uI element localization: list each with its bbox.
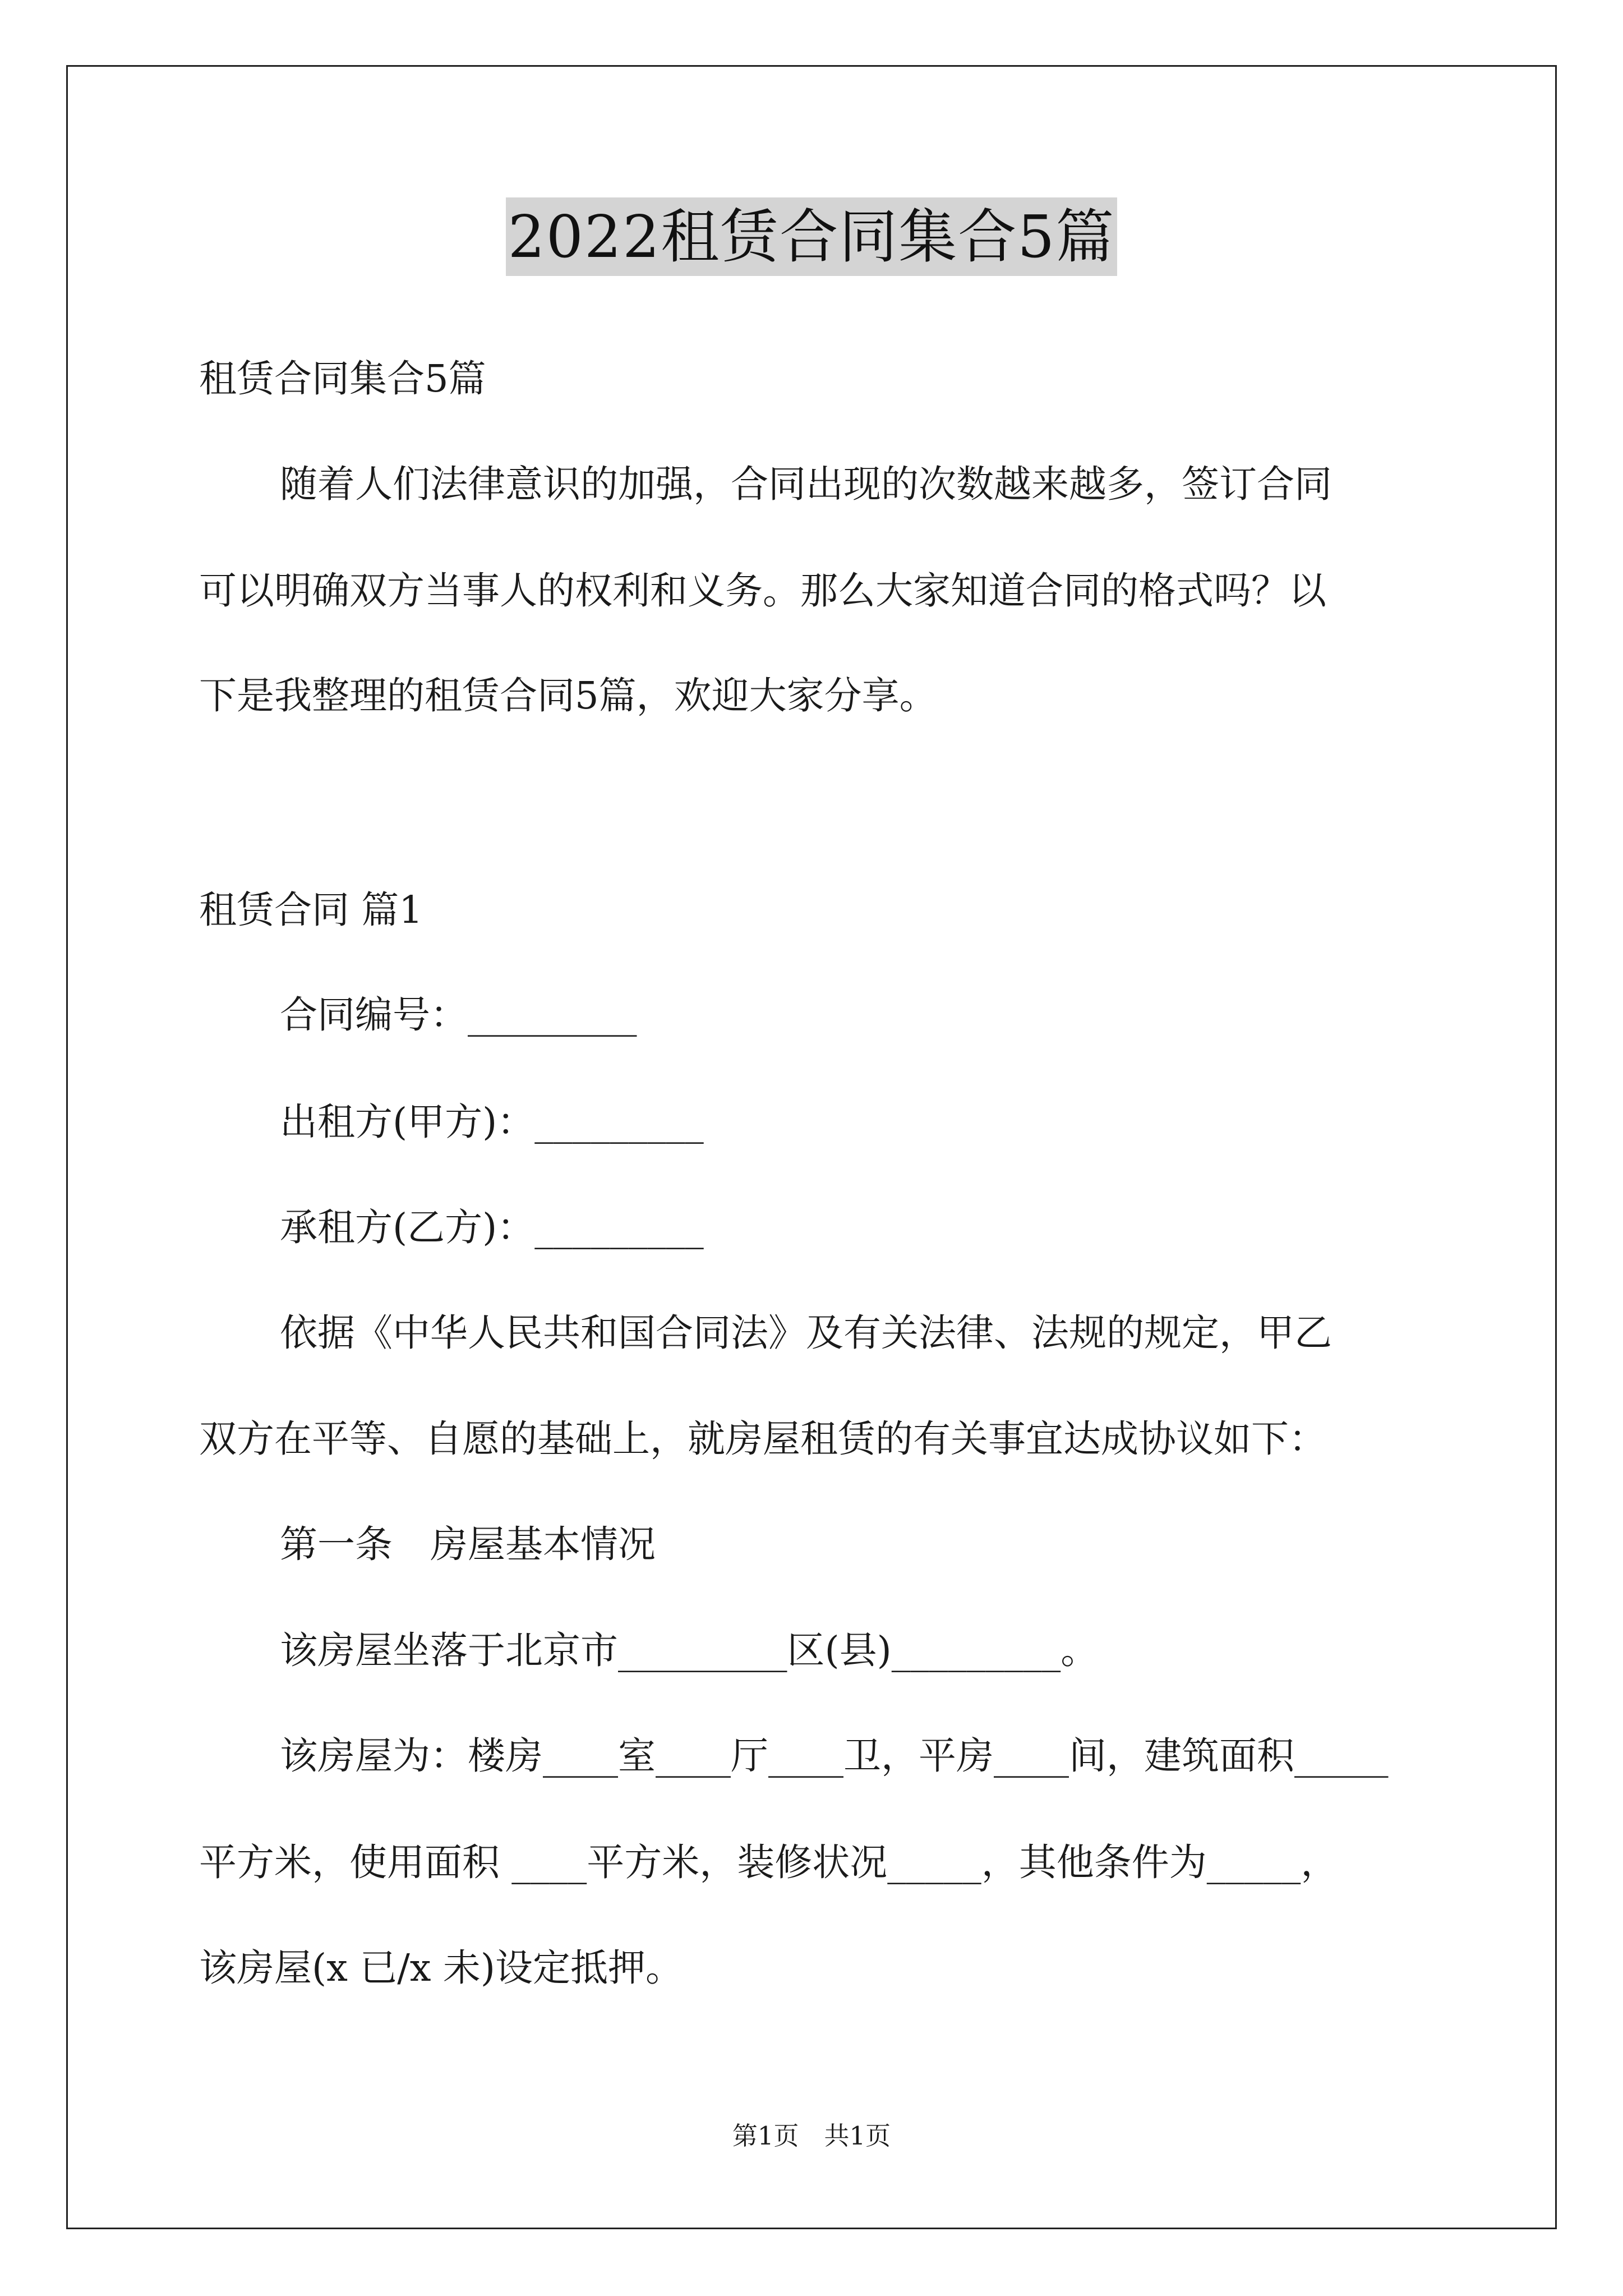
title-container bbox=[0, 197, 1623, 276]
document-title: 2022租赁合同集合5篇 bbox=[506, 197, 1118, 276]
basis-line-2: 双方在平等、自愿的基础上，就房屋租赁的有关事宜达成协议如下： bbox=[199, 1417, 1326, 1461]
contract-number-line: 合同编号：_________ bbox=[280, 993, 637, 1037]
lessee-line: 承租方(乙方)：_________ bbox=[280, 1205, 704, 1249]
basis-line-1: 依据《中华人民共和国合同法》及有关法律、法规的规定，甲乙 bbox=[280, 1311, 1332, 1355]
lessor-line: 出租方(甲方)：_________ bbox=[280, 1100, 704, 1144]
page-footer bbox=[0, 2119, 1623, 2153]
location-line: 该房屋坐落于北京市_________区(县)_________。 bbox=[280, 1628, 1099, 1672]
page-number: 第1页 共1页 bbox=[732, 2121, 891, 2151]
house-type-line-2: 平方米，使用面积 ____平方米，装修状况_____，其他条件为_____， bbox=[199, 1841, 1339, 1884]
section-heading: 租赁合同 篇1 bbox=[199, 888, 423, 932]
intro-line-1: 随着人们法律意识的加强，合同出现的次数越来越多，签订合同 bbox=[280, 462, 1332, 506]
mortgage-line: 该房屋(x 已/x 未)设定抵押。 bbox=[199, 1946, 684, 1990]
subtitle-line: 租赁合同集合5篇 bbox=[199, 357, 486, 401]
article-1-heading: 第一条 房屋基本情况 bbox=[280, 1522, 656, 1566]
intro-line-3: 下是我整理的租赁合同5篇，欢迎大家分享。 bbox=[199, 674, 937, 717]
intro-line-2: 可以明确双方当事人的权利和义务。那么大家知道合同的格式吗？以 bbox=[199, 569, 1326, 613]
house-type-line-1: 该房屋为：楼房____室____厅____卫，平房____间，建筑面积_____ bbox=[280, 1734, 1389, 1778]
